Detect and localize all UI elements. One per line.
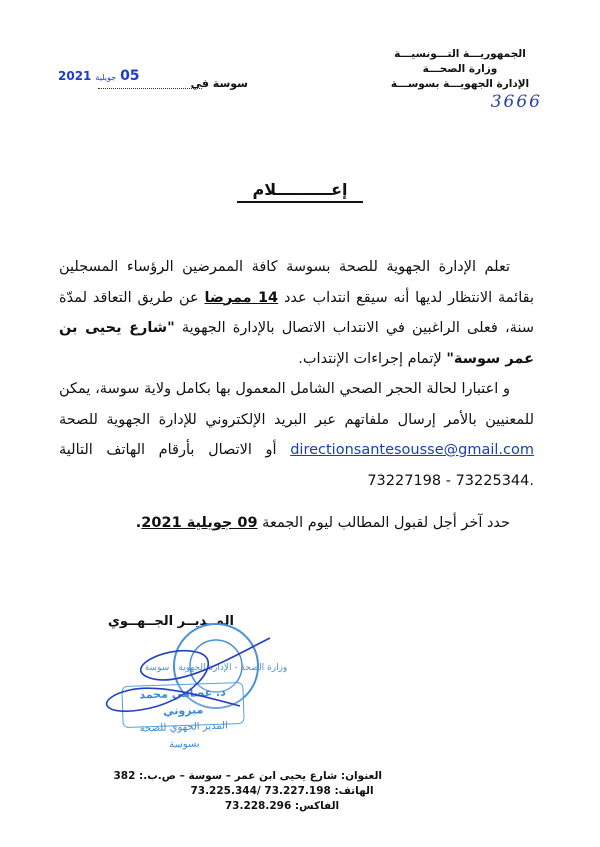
directorate-name: الإدارة الجهويـــة بسوســـة xyxy=(390,78,530,90)
place-date-line xyxy=(58,68,248,94)
p2-text-1: و اعتبارا لحالة الحجر الصحي الشامل المعمول بها بكامل ولاية سوسة، يمكن للمعنيين بالأمر إرسال ملفاتهم عبر البريد الإلكتروني للإدارة الجهوية للصحة xyxy=(59,381,534,428)
footer-address: العنوان: شارع يحيى ابن عمر – سوسة – ص.ب.: 382 xyxy=(113,770,382,782)
place-label: سوسة في xyxy=(190,77,248,90)
p3-text: حدد آخر أجل لقبول المطالب ليوم الجمعة xyxy=(257,515,510,531)
date-month: جويلية xyxy=(95,73,117,82)
paragraph-announcement xyxy=(59,252,534,374)
ministry-name: وزارة الصحـــة xyxy=(422,63,498,75)
footer-contact xyxy=(113,769,382,814)
handwritten-signature-icon xyxy=(90,628,280,718)
directorate-address: "شارع يحيى بن عمر سوسة" xyxy=(59,320,534,367)
p1-text-2: عن طريق التعاقد لمدّة سنة، فعلى الراغبين في الانتداب الاتصال بالإدارة الجهوية xyxy=(59,289,534,336)
p1-text-1: تعلم الإدارة الجهوية للصحة بسوسة كافة الممرضين الرؤساء المسجلين بقائمة الانتظار لديها أنه سيقع انتداب عدد xyxy=(59,259,534,306)
p2-text-2: أو الاتصال بأرقام الهاتف التالية xyxy=(59,442,291,458)
footer-phone: الهاتف: 73.227.198 /73.225.344 xyxy=(190,785,374,797)
country-name: الجمهوريـــة التـــونسيـــة xyxy=(394,48,526,60)
date-year: 2021 xyxy=(58,69,92,83)
title-text: إعــــــــــلام xyxy=(237,180,364,203)
director-role: المدير الجهوي للصحة بسوسة xyxy=(139,720,229,751)
footer-fax: الفاكس: 73.228.296 xyxy=(224,800,340,812)
letterhead xyxy=(380,47,540,92)
nurse-count: 14 ممرضا xyxy=(204,289,279,306)
document-title xyxy=(0,180,600,199)
paragraph-deadline xyxy=(59,508,534,539)
phone-numbers: 73227198 - 73225344. xyxy=(367,472,534,489)
p1-text-3: لإتمام إجراءات الإنتداب. xyxy=(298,350,447,367)
dotted-line xyxy=(98,88,202,89)
director-name: د. عصامي محمد ميزوني xyxy=(139,685,226,718)
signer-title: المــديــر الجــهــوي xyxy=(108,614,234,629)
seal-text: وزارة الصحة - الإدارة الجهوية - سوسة xyxy=(144,663,288,673)
paragraph-contact xyxy=(59,374,534,496)
deadline-date: 09 جويلية 2021 xyxy=(141,515,258,531)
p3-end: . xyxy=(135,515,142,531)
date-stamp xyxy=(58,68,140,84)
reference-number: 3666 xyxy=(490,92,542,112)
date-day: 05 xyxy=(120,68,140,84)
email-link[interactable]: directionsantesousse@gmail.com xyxy=(290,442,534,458)
